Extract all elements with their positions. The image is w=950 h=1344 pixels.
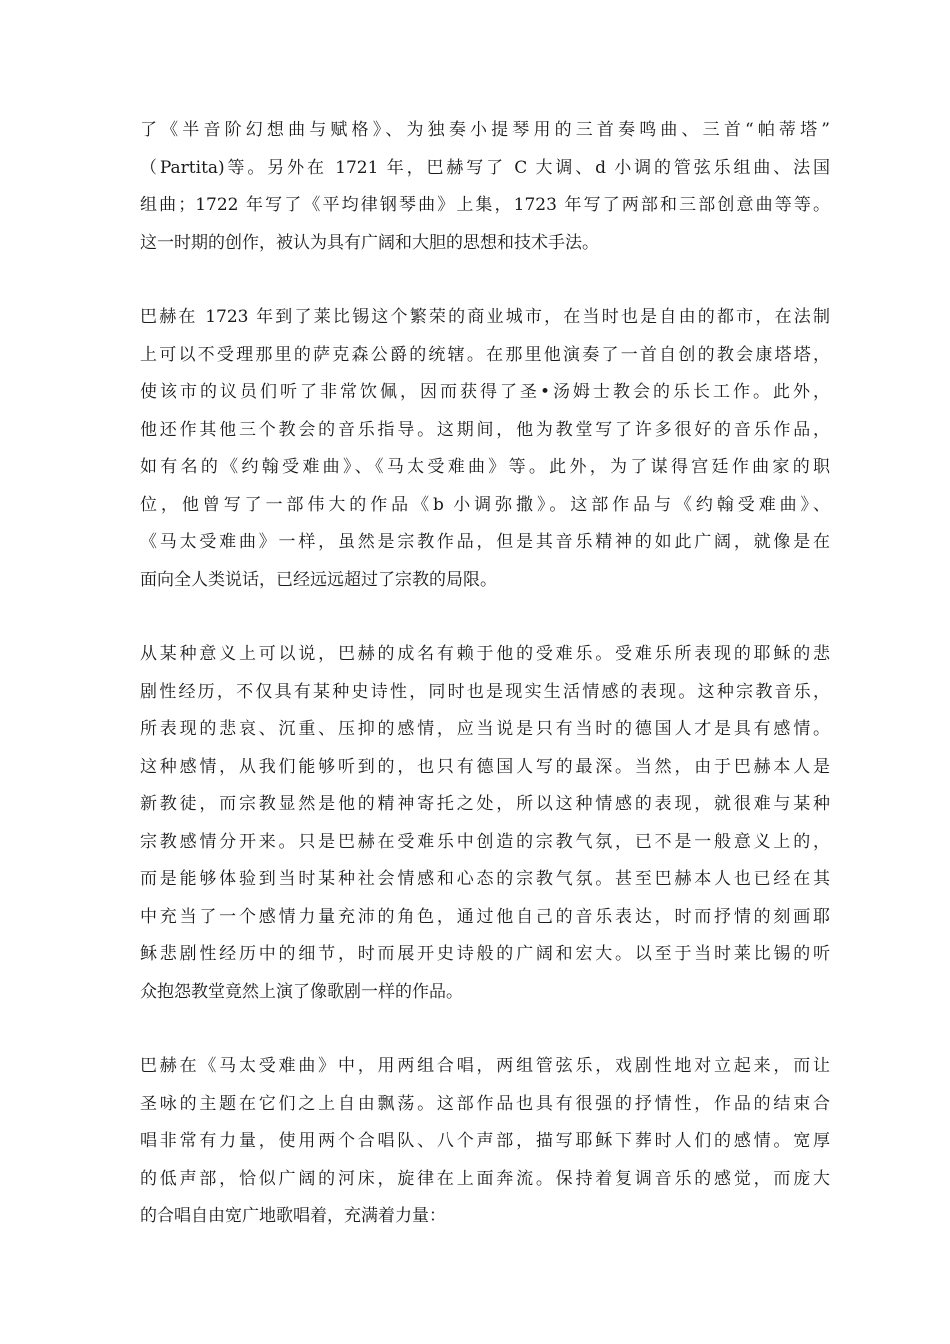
text-line: 巴赫在 1723 年到了莱比锡这个繁荣的商业城市，在当时也是自由的都市，在法制 bbox=[140, 307, 830, 327]
text-line: 剧性经历，不仅具有某种史诗性，同时也是现实生活情感的表现。这种宗教音乐， bbox=[140, 681, 830, 702]
text-line: 宗教感情分开来。只是巴赫在受难乐中创造的宗教气氛，已不是一般意义上的， bbox=[140, 831, 830, 852]
paragraph-4 bbox=[140, 1048, 830, 1236]
text-line: 而是能够体验到当时某种社会情感和心态的宗教气氛。甚至巴赫本人也已经在其 bbox=[140, 869, 830, 889]
text-line: 新教徒，而宗教显然是他的精神寄托之处，所以这种情感的表现，就很难与某种 bbox=[140, 794, 830, 814]
text-line: 上可以不受理那里的萨克森公爵的统辖。在那里他演奏了一首自创的教会康塔塔， bbox=[140, 344, 830, 365]
text-line: 所表现的悲哀、沉重、压抑的感情，应当说是只有当时的德国人才是具有感情。 bbox=[140, 719, 830, 739]
text-line: 这一时期的创作，被认为具有广阔和大胆的思想和技术手法。 bbox=[140, 232, 599, 253]
text-line: 组曲；1722 年写了《平均律钢琴曲》上集，1723 年写了两部和三部创意曲等等。 bbox=[140, 195, 830, 215]
text-line: 巴赫在《马太受难曲》中，用两组合唱，两组管弦乐，戏剧性地对立起来，而让 bbox=[140, 1056, 830, 1076]
text-line: 中充当了一个感情力量充沛的角色，通过他自己的音乐表达，时而抒情的刻画耶 bbox=[140, 906, 830, 927]
document-body bbox=[140, 112, 830, 1273]
text-line: 从某种意义上可以说，巴赫的成名有赖于他的受难乐。受难乐所表现的耶稣的悲 bbox=[140, 644, 830, 664]
text-line: 稣悲剧性经历中的细节，时而展开史诗般的广阔和宏大。以至于当时莱比锡的听 bbox=[140, 944, 830, 964]
text-line: 面向全人类说话，已经远远超过了宗教的局限。 bbox=[140, 569, 497, 590]
text-line: 使该市的议员们听了非常饮佩，因而获得了圣•汤姆士教会的乐长工作。此外， bbox=[140, 382, 830, 402]
text-line: 他还作其他三个教会的音乐指导。这期间，他为教堂写了许多很好的音乐作品， bbox=[140, 419, 830, 440]
text-line: 了《半音阶幻想曲与赋格》、为独奏小提琴用的三首奏鸣曲、三首“帕蒂塔” bbox=[140, 120, 830, 140]
text-line: 唱非常有力量，使用两个合唱队、八个声部，描写耶稣下葬时人们的感情。宽厚 bbox=[140, 1131, 830, 1151]
text-line: 如有名的《约翰受难曲》、《马太受难曲》等。此外，为了谋得宫廷作曲家的职 bbox=[140, 457, 830, 477]
text-line: （Partita)等。另外在 1721 年，巴赫写了 C 大调、d 小调的管弦乐组曲、法国 bbox=[140, 157, 830, 178]
text-line: 的合唱自由宽广地歌唱着，充满着力量： bbox=[140, 1206, 446, 1226]
paragraph-1 bbox=[140, 112, 830, 262]
text-line: 众抱怨教堂竟然上演了像歌剧一样的作品。 bbox=[140, 981, 463, 1002]
text-line: 位，他曾写了一部伟大的作品《b 小调弥撒》。这部作品与《约翰受难曲》、 bbox=[140, 494, 830, 515]
text-line: 圣咏的主题在它们之上自由飘荡。这部作品也具有很强的抒情性，作品的结束合 bbox=[140, 1093, 830, 1114]
text-line: 的低声部，恰似广阔的河床，旋律在上面奔流。保持着复调音乐的感觉，而庞大 bbox=[140, 1168, 830, 1189]
text-line: 这种感情，从我们能够听到的，也只有德国人写的最深。当然，由于巴赫本人是 bbox=[140, 756, 830, 777]
text-line: 《马太受难曲》一样，虽然是宗教作品，但是其音乐精神的如此广阔，就像是在 bbox=[140, 532, 830, 552]
paragraph-2 bbox=[140, 299, 830, 599]
paragraph-3 bbox=[140, 636, 830, 1011]
